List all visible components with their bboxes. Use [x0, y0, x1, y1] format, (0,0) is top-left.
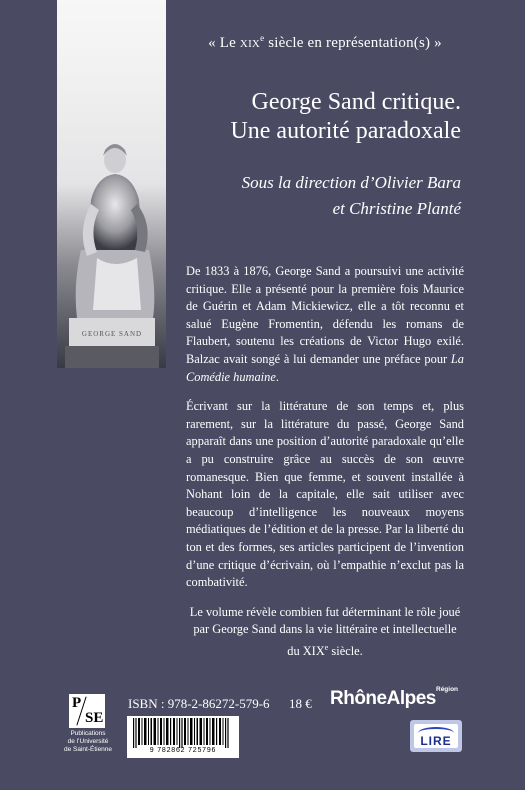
title-line-2: Une autorité paradoxale [230, 118, 461, 144]
statue-image [57, 0, 166, 368]
paragraph-3-text: Le volume révèle combien fut déterminant le rôle joué par George Sand dans la vie littéraire et intellectuelle du XIX [189, 604, 461, 658]
barcode-number: 9 782862 725796 [149, 747, 217, 754]
publisher-name [58, 730, 118, 754]
publisher-logo-se: SE [85, 710, 104, 726]
barcode [127, 716, 239, 758]
rhone-alpes-tag: Région [436, 686, 459, 693]
paragraph-1 [186, 263, 464, 386]
publisher-line-1: Publications [70, 730, 106, 737]
pedestal-inscription: GEORGE SAND [81, 330, 143, 338]
series-century-sup: e [260, 33, 265, 43]
series-century: xix [239, 35, 261, 51]
barcode-bars [133, 718, 233, 748]
rhone-alpes-logo [330, 686, 459, 710]
paragraph-1-text: De 1833 à 1876, George Sand a poursuivi une activité critique. Elle a présenté pour la première fois Maurice de Guérin et Adam Mickiewicz, elle a tôt reconnu et salué Eugène Fromentin, défendu les romans de Flaubert, soutenu les créations de Victor Hugo exilé. Balzac avait songé à lui demander une préface pour [186, 264, 464, 366]
paragraph-2: Écrivant sur la littérature de son temps et, plus rarement, sur la littérature du passé, George Sand apparaît dans une position d’autorité paradoxale qu’elle a pu construire grâce au succès de son œuvre romanesque. Bien que femme, et souvent installée à Nohant loin de la capitale, elle sait utiliser avec beaucoup d’intelligence les nouveaux moyens médiatiques de l’édition et de la presse. Par la liberté du ton et des formes, ses articles participent de l’invention d’une critique d’écrivain, où l’empathie n’exclut pas la combativité. [186, 399, 464, 590]
paragraph-1-italic: La Comédie humaine [186, 351, 464, 384]
price-text: 18 € [289, 696, 312, 711]
series-open: « Le [208, 35, 236, 51]
back-cover-text [186, 263, 464, 673]
isbn-text: ISBN : 978-2-86272-579-6 [128, 696, 270, 711]
editors [161, 170, 461, 222]
lire-label: LIRE [420, 734, 452, 748]
lire-logo [410, 720, 462, 752]
paragraph-1-end: . [275, 369, 279, 384]
series-rest: siècle en représentation(s) » [268, 35, 442, 51]
book-title [161, 88, 461, 146]
publisher-line-2: de l’Université [67, 738, 109, 745]
editors-line-2: et Christine Planté [332, 199, 461, 218]
series-title [185, 33, 465, 52]
paragraph-3-end: siècle. [328, 644, 363, 658]
editors-line-1: Sous la direction d’Olivier Bara [241, 173, 461, 192]
paragraph-3 [186, 604, 464, 661]
rhone-alpes-name: RhôneAlpes [330, 688, 436, 709]
publisher-line-3: de Saint-Étienne [63, 746, 113, 753]
title-line-1: George Sand critique. [251, 89, 461, 115]
paragraph-3-sup: e [324, 642, 329, 652]
publisher-logo [69, 694, 105, 728]
publisher-logo-p: P [72, 695, 82, 711]
